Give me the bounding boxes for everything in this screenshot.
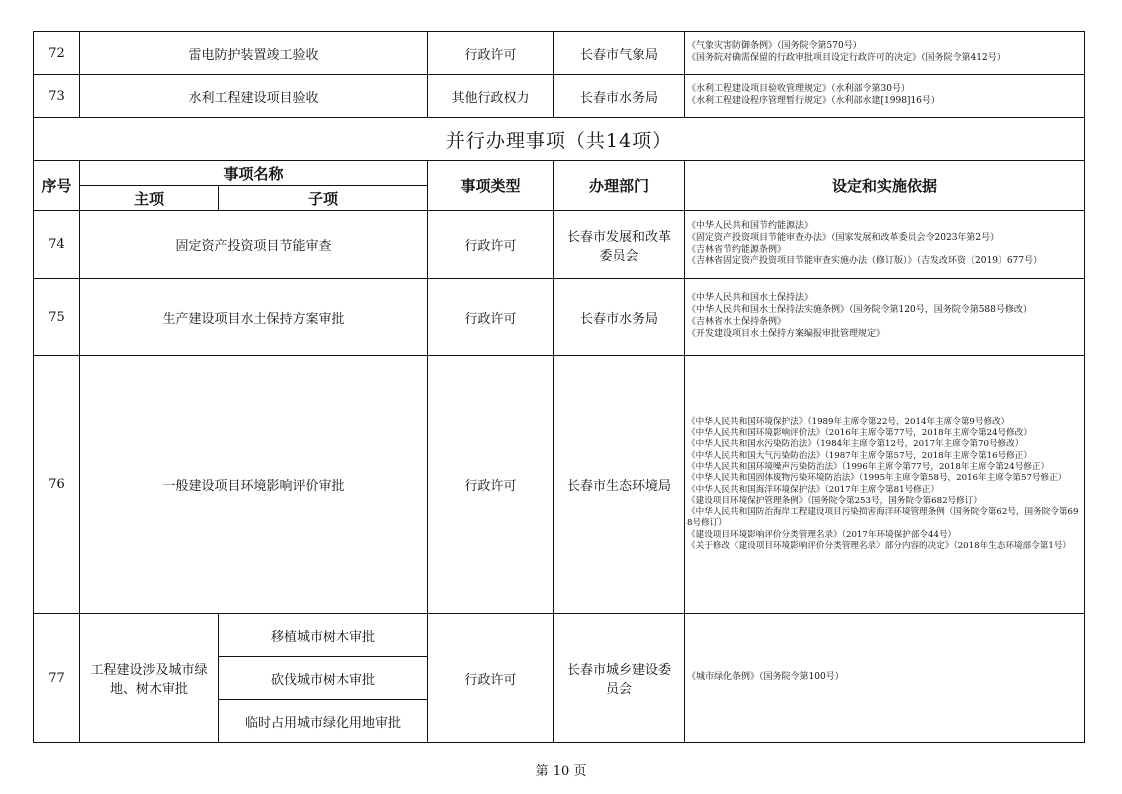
header-sub: 子项 xyxy=(219,186,428,211)
legal-basis: 《中华人民共和国节约能源法》 《固定资产投资项目节能审查办法》（国家发展和改革委员会令2023年第2号） 《吉林省节约能源条例》 《吉林省固定资产投资项目节能审查实施办法（修订版）》（吉发改环资〔2019〕677号） xyxy=(685,211,1085,279)
item-name: 一般建设项目环境影响评价审批 xyxy=(80,356,428,614)
item-name: 雷电防护装置竣工验收 xyxy=(80,32,428,75)
department: 长春市水务局 xyxy=(554,75,685,118)
row-number: 73 xyxy=(34,75,80,118)
header-type: 事项类型 xyxy=(428,161,554,211)
table-row xyxy=(34,32,1085,75)
department: 长春市城乡建设委员会 xyxy=(554,614,685,743)
table-row xyxy=(34,614,1085,657)
legal-basis: 《城市绿化条例》（国务院令第100号） xyxy=(685,614,1085,743)
table-row xyxy=(34,211,1085,279)
legal-basis: 《中华人民共和国环境保护法》（1989年主席令第22号，2014年主席令第9号修改） 《中华人民共和国环境影响评价法》（2016年主席令第77号，2018年主席令第24号修改） 《中华人民共和国水污染防治法》（1984年主席令第12号，2017年主席令第70号修改） 《中华人民共和国大气污染防治法》（1987年主席令第57号，2018年主席令第16号修正） 《中华人民共和国环境噪声污染防治法》（1996年主席令第77号，2018年主席令第24号修正） 《中华人民共和国固体废物污染环境防治法》（1995年主席令第58号，2016年主席令第57号修正） 《中华人民共和国海洋环境保护法》（2017年主席令第81号修正） 《建设项目环境保护管理条例》（国务院令第253号，国务院令第682号修订） 《中华人民共和国防治海岸工程建设项目污染损害海洋环境管理条例（国务院令第62号，国务院令第698号修订） 《建设项目环境影响评价分类管理名录》（2017年环境保护部令44号） 《关于修改〈建设项目环境影响评价分类管理名录〉部分内容的决定》（2018年生态环境部令第1号） xyxy=(685,356,1085,614)
item-type: 行政许可 xyxy=(428,614,554,743)
section-title-row xyxy=(34,118,1085,161)
section-title: 并行办理事项（共14项） xyxy=(34,118,1085,161)
sub-item: 移植城市树木审批 xyxy=(219,614,428,657)
header-main: 主项 xyxy=(80,186,219,211)
item-type: 行政许可 xyxy=(428,32,554,75)
department: 长春市气象局 xyxy=(554,32,685,75)
item-type: 其他行政权力 xyxy=(428,75,554,118)
legal-basis: 《中华人民共和国水土保持法》 《中华人民共和国水土保持法实施条例》（国务院令第120号，国务院令第588号修改） 《吉林省水土保持条例》 《开发建设项目水土保持方案编报审批管理规定》 xyxy=(685,279,1085,356)
table-row xyxy=(34,279,1085,356)
item-name: 生产建设项目水土保持方案审批 xyxy=(80,279,428,356)
row-number: 75 xyxy=(34,279,80,356)
header-no: 序号 xyxy=(34,161,80,211)
item-type: 行政许可 xyxy=(428,356,554,614)
row-number: 76 xyxy=(34,356,80,614)
department: 长春市生态环境局 xyxy=(554,356,685,614)
item-name: 水利工程建设项目验收 xyxy=(80,75,428,118)
header-name-group: 事项名称 xyxy=(80,161,428,186)
legal-basis: 《水利工程建设项目验收管理规定》（水利部令第30号） 《水利工程建设程序管理暂行规定》（水利部水建[1998]16号） xyxy=(685,75,1085,118)
table-row xyxy=(34,75,1085,118)
sub-item: 临时占用城市绿化用地审批 xyxy=(219,700,428,743)
row-number: 74 xyxy=(34,211,80,279)
page-number: 第 10 页 xyxy=(535,764,587,779)
item-type: 行政许可 xyxy=(428,211,554,279)
row-number: 77 xyxy=(34,614,80,743)
main-item: 工程建设涉及城市绿地、树木审批 xyxy=(80,614,219,743)
department: 长春市水务局 xyxy=(554,279,685,356)
items-table xyxy=(33,31,1085,743)
header-dept: 办理部门 xyxy=(554,161,685,211)
table-row xyxy=(34,356,1085,614)
item-name: 固定资产投资项目节能审查 xyxy=(80,211,428,279)
row-number: 72 xyxy=(34,32,80,75)
header-row xyxy=(34,161,1085,186)
item-type: 行政许可 xyxy=(428,279,554,356)
department: 长春市发展和改革委员会 xyxy=(554,211,685,279)
sub-item: 砍伐城市树木审批 xyxy=(219,657,428,700)
legal-basis: 《气象灾害防御条例》（国务院令第570号） 《国务院对确需保留的行政审批项目设定行政许可的决定》（国务院令第412号） xyxy=(685,32,1085,75)
header-basis: 设定和实施依据 xyxy=(685,161,1085,211)
